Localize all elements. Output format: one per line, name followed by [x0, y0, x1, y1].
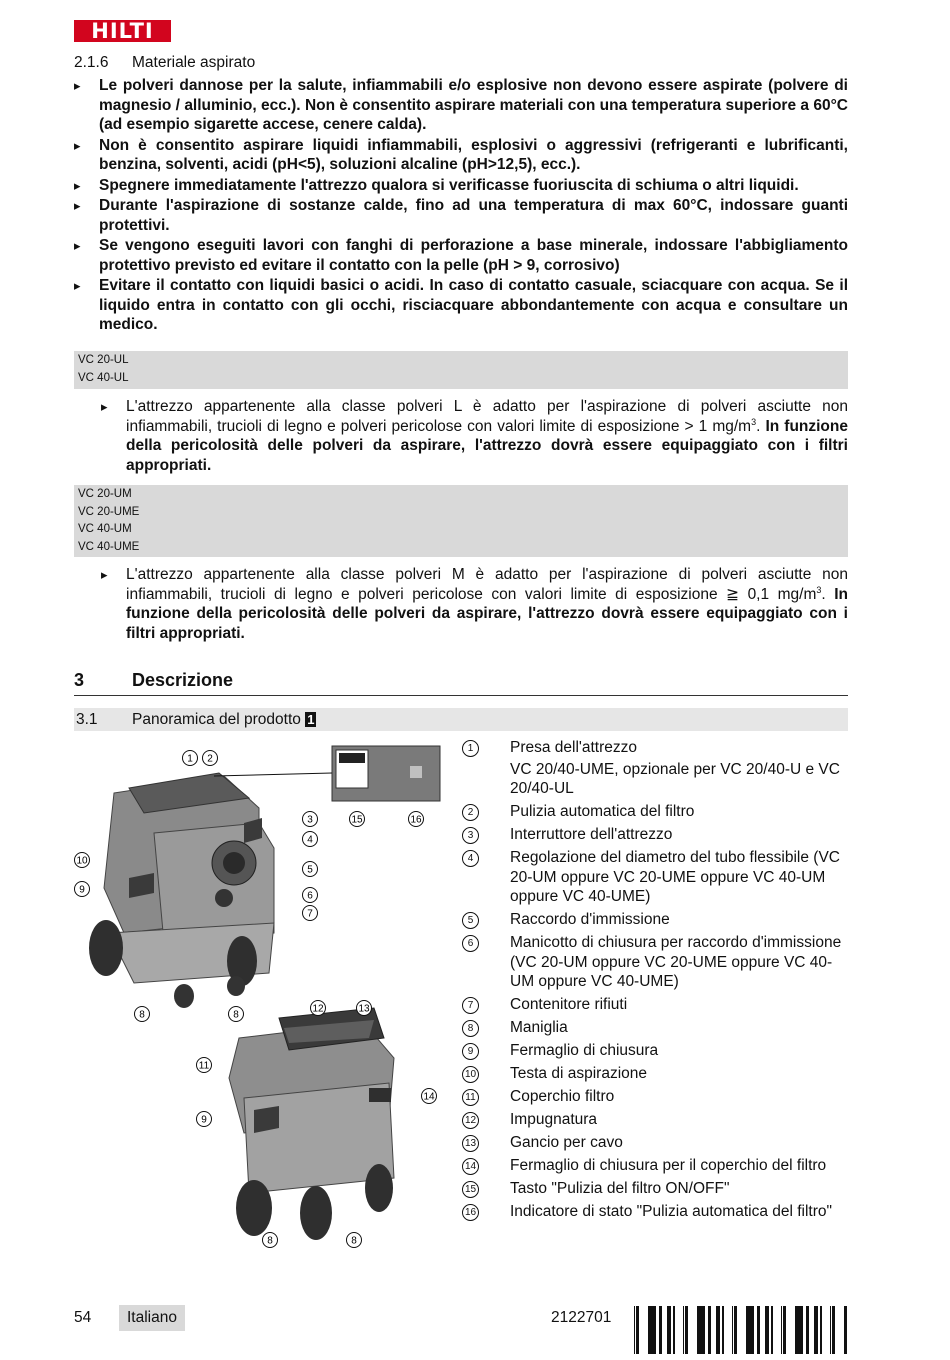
- callout-number: 1: [462, 740, 479, 757]
- figure-callout: [263, 1233, 278, 1248]
- barcode-bar: [816, 1306, 818, 1354]
- callout-number: 2: [462, 804, 479, 821]
- legend-item: [462, 1202, 848, 1222]
- legend-item: [462, 1179, 848, 1199]
- note-bold: In funzione della pericolosità delle polveri da aspirare, l'attrezzo dovrà essere equipaggiato con i filtri appropriati.: [126, 417, 848, 474]
- legend-text: Raccordo d'immissione: [510, 911, 670, 928]
- section-title: Panoramica del prodotto: [132, 711, 301, 728]
- figure-callout: [183, 751, 198, 766]
- barcode-bar: [771, 1306, 773, 1354]
- barcode-bar: [685, 1306, 686, 1354]
- legend-item: [462, 738, 848, 799]
- legend-item: [462, 848, 848, 907]
- note-superscript: 3: [816, 584, 822, 595]
- note-text: L'attrezzo appartenente alla classe polveri L è adatto per l'aspirazione di polveri asciutte non infiammabili, trucioli di legno e polveri pericolose con valori limite di esposizione > 1 mg/m: [126, 398, 848, 435]
- barcode-bar: [814, 1306, 816, 1354]
- dust-class-l-note: [101, 397, 848, 475]
- dust-class-m-note: [101, 565, 848, 643]
- barcode-bar: [820, 1306, 822, 1354]
- warning-item: ▸ Le polveri dannose per la salute, infiammabili e/o esplosive non devono essere aspirate (polvere di magnesio / alluminio, ecc.). Non è consentito aspirare materiali con una temperatura superiore a 60°C (ad esempio sigarette accese, cenere calda).: [74, 76, 848, 135]
- legend-item: [462, 802, 848, 822]
- figure-callout: [229, 1007, 244, 1022]
- control-panel-inset: [214, 746, 440, 801]
- figure-callout: [357, 1001, 372, 1016]
- legend-text: Manicotto di chiusura per raccordo d'immissione (VC 20-UM oppure VC 20-UME oppure VC 40-UM oppure VC 40-UME): [510, 934, 842, 990]
- svg-text:11: 11: [198, 1060, 210, 1072]
- section-number: 3: [74, 670, 85, 690]
- legend-text: Contenitore rifiuti: [510, 996, 628, 1013]
- svg-text:8: 8: [351, 1235, 357, 1247]
- figure-callout: [350, 812, 365, 827]
- svg-text:6: 6: [307, 890, 313, 902]
- warning-item: ▸ Spegnere immediatamente l'attrezzo qualora si verificasse fuoriuscita di schiuma o altri liquidi.: [74, 176, 848, 196]
- barcode-bar: [795, 1306, 796, 1354]
- figure-callout: [197, 1112, 212, 1127]
- model-band-m: [74, 485, 848, 557]
- document-code: 2122701: [551, 1309, 612, 1326]
- warning-list: [74, 76, 848, 336]
- barcode-bar: [669, 1306, 671, 1354]
- barcode-bar: [767, 1306, 769, 1354]
- callout-number: 8: [462, 1020, 479, 1037]
- barcode-bar: [747, 1306, 749, 1354]
- svg-text:10: 10: [76, 855, 88, 867]
- figure-callout: [409, 812, 424, 827]
- legend-text: Indicatore di stato "Pulizia automatica del filtro": [510, 1203, 833, 1220]
- barcode-bar: [702, 1306, 705, 1354]
- barcode-bar: [832, 1306, 833, 1354]
- barcode-bar: [700, 1306, 702, 1354]
- barcode-bar: [796, 1306, 798, 1354]
- callout-number: 4: [462, 850, 479, 867]
- figure-callout: [75, 882, 90, 897]
- legend-item: [462, 995, 848, 1015]
- warning-item: ▸ Non è consentito aspirare liquidi infiammabili, esplosivi o aggressivi (refrigeranti e lubrificanti, benzina, solventi, acidi (pH<5), soluzioni alcaline (pH>12,5), ecc.).: [74, 136, 848, 175]
- legend-text: Presa dell'attrezzo: [510, 739, 638, 756]
- legend-text: Coperchio filtro: [510, 1088, 615, 1105]
- figure-callout: [311, 1001, 326, 1016]
- barcode-bar: [783, 1306, 784, 1354]
- legend-text: Gancio per cavo: [510, 1134, 623, 1151]
- legend-item: [462, 1087, 848, 1107]
- legend-text: Testa di aspirazione: [510, 1065, 647, 1082]
- figure-callout: [303, 812, 318, 827]
- model-label: VC 40-UME: [78, 540, 140, 553]
- barcode-bar: [800, 1306, 803, 1354]
- figure-callout: [347, 1233, 362, 1248]
- barcode-bar: [734, 1306, 735, 1354]
- barcode-bar: [751, 1306, 754, 1354]
- barcode-bar: [673, 1306, 675, 1354]
- section-2-1-6-heading: [74, 53, 255, 73]
- figure-callout: [203, 751, 218, 766]
- barcode-bar: [732, 1306, 733, 1354]
- legend-text: Maniglia: [510, 1019, 568, 1036]
- svg-text:12: 12: [312, 1003, 324, 1015]
- barcode-bar: [637, 1306, 639, 1354]
- barcode-bar: [746, 1306, 747, 1354]
- svg-text:9: 9: [201, 1114, 207, 1126]
- legend-text: Impugnatura: [510, 1111, 598, 1128]
- svg-text:5: 5: [307, 864, 313, 876]
- figure-callout: [303, 862, 318, 877]
- barcode-bar: [659, 1306, 662, 1354]
- barcode-bar: [830, 1306, 831, 1354]
- barcode-bar: [798, 1306, 800, 1354]
- svg-text:2: 2: [207, 753, 213, 765]
- section-3-1-heading: [74, 708, 848, 731]
- warning-item: ▸ Durante l'aspirazione di sostanze calde, fino ad una temperatura di max 60°C, indossare guanti protettivi.: [74, 196, 848, 235]
- language-tab: Italiano: [119, 1305, 185, 1331]
- note-text-end: .: [821, 585, 835, 603]
- vacuum-rear-view: [229, 1008, 394, 1240]
- svg-text:16: 16: [410, 814, 422, 826]
- barcode-bar: [757, 1306, 760, 1354]
- barcode-bar: [648, 1306, 649, 1354]
- legend-text: Tasto "Pulizia del filtro ON/OFF": [510, 1180, 730, 1197]
- legend-item: [462, 1156, 848, 1176]
- legend-item: [462, 910, 848, 930]
- svg-text:7: 7: [307, 908, 313, 920]
- model-label: VC 40-UM: [78, 523, 132, 535]
- legend-item: [462, 1064, 848, 1084]
- component-legend: [462, 738, 848, 1225]
- vacuum-front-view: [89, 773, 274, 1008]
- callout-number: 6: [462, 935, 479, 952]
- figure-callout: [303, 832, 318, 847]
- barcode-bar: [634, 1306, 635, 1354]
- legend-text: Fermaglio di chiusura per il coperchio del filtro: [510, 1157, 827, 1174]
- legend-item: [462, 1018, 848, 1038]
- note-text: L'attrezzo appartenente alla classe polveri M è adatto per l'aspirazione di polveri asciutte non infiammabili, trucioli di legno e polveri pericolose con valori limite di esposizione ≧ 0,1 mg/m: [126, 566, 848, 603]
- model-label: VC 20-UM: [78, 488, 132, 500]
- svg-text:3: 3: [307, 814, 313, 826]
- barcode-bar: [765, 1306, 767, 1354]
- section-number: 3.1: [76, 711, 98, 728]
- barcode-bar: [833, 1306, 835, 1354]
- barcode-bar: [667, 1306, 669, 1354]
- svg-text:8: 8: [233, 1009, 239, 1021]
- svg-text:9: 9: [79, 884, 85, 896]
- figure-callout: [135, 1007, 150, 1022]
- legend-text: Regolazione del diametro del tubo flessibile (VC 20-UM oppure VC 20-UME oppure VC 40-UM oppure VC 40-UME): [510, 849, 840, 905]
- barcode: [633, 1306, 848, 1354]
- product-figure: [74, 738, 454, 1258]
- figure-reference: 1: [307, 712, 315, 727]
- legend-text: Fermaglio di chiusura: [510, 1042, 659, 1059]
- model-label: VC 20-UL: [78, 354, 129, 366]
- legend-item: [462, 825, 848, 845]
- callout-number: 11: [462, 1089, 479, 1106]
- page-number: 54: [74, 1309, 92, 1326]
- callout-number: 5: [462, 912, 479, 929]
- section-number: 2.1.6: [74, 54, 109, 71]
- legend-subtext: VC 20/40-UME, opzionale per VC 20/40-U e VC 20/40-UL: [510, 760, 840, 797]
- legend-item: [462, 1133, 848, 1153]
- figure-callout: [197, 1058, 212, 1073]
- callout-number: 16: [462, 1204, 479, 1221]
- note-text-end: .: [756, 417, 766, 435]
- barcode-bar: [708, 1306, 711, 1354]
- barcode-bar: [697, 1306, 698, 1354]
- barcode-bar: [653, 1306, 656, 1354]
- warning-item: ▸ Evitare il contatto con liquidi basici o acidi. In caso di contatto casuale, sciacquare con acqua. Se il liquido entra in contatto con gli occhi, risciacquare abbondantemente con acqua e consultare un medico.: [74, 276, 848, 335]
- barcode-bar: [749, 1306, 751, 1354]
- barcode-bar: [649, 1306, 651, 1354]
- callout-number: 15: [462, 1181, 479, 1198]
- section-title: Descrizione: [132, 670, 234, 690]
- barcode-bar: [716, 1306, 718, 1354]
- barcode-bar: [735, 1306, 737, 1354]
- barcode-bar: [636, 1306, 637, 1354]
- callout-number: 3: [462, 827, 479, 844]
- legend-item: [462, 933, 848, 992]
- legend-text: Pulizia automatica del filtro: [510, 803, 695, 820]
- svg-text:15: 15: [351, 814, 363, 826]
- callout-number: 7: [462, 997, 479, 1014]
- hilti-logo: HILTI: [74, 20, 171, 42]
- svg-text:8: 8: [139, 1009, 145, 1021]
- barcode-bar: [718, 1306, 720, 1354]
- barcode-bar: [651, 1306, 653, 1354]
- svg-text:14: 14: [423, 1091, 435, 1103]
- figure-callout: [303, 906, 318, 921]
- barcode-bar: [683, 1306, 684, 1354]
- callout-number: 14: [462, 1158, 479, 1175]
- callout-number: 9: [462, 1043, 479, 1060]
- svg-text:8: 8: [267, 1235, 273, 1247]
- section-title: Materiale aspirato: [132, 54, 256, 71]
- barcode-bar: [722, 1306, 724, 1354]
- barcode-bar: [844, 1306, 845, 1354]
- section-3-heading: [74, 671, 848, 696]
- figure-callout: [303, 888, 318, 903]
- svg-text:13: 13: [358, 1003, 370, 1015]
- model-label: VC 20-UME: [78, 505, 140, 518]
- callout-number: 13: [462, 1135, 479, 1152]
- vacuum-illustration: [74, 738, 454, 1258]
- barcode-bar: [686, 1306, 688, 1354]
- note-superscript: 3: [751, 416, 757, 427]
- barcode-bar: [806, 1306, 809, 1354]
- legend-item: [462, 1041, 848, 1061]
- legend-item: [462, 1110, 848, 1130]
- barcode-bar: [845, 1306, 847, 1354]
- barcode-bar: [781, 1306, 782, 1354]
- callout-number: 10: [462, 1066, 479, 1083]
- figure-callout: [75, 853, 90, 868]
- svg-text:4: 4: [307, 834, 313, 846]
- note-bold: In funzione della pericolosità delle polveri da aspirare, l'attrezzo dovrà essere equipaggiato con i filtri appropriati.: [126, 585, 848, 642]
- svg-text:1: 1: [187, 753, 193, 765]
- callout-number: 12: [462, 1112, 479, 1129]
- model-band-l: [74, 351, 848, 389]
- model-label: VC 40-UL: [78, 371, 129, 384]
- legend-text: Interruttore dell'attrezzo: [510, 826, 673, 843]
- barcode-bar: [784, 1306, 786, 1354]
- barcode-bar: [698, 1306, 700, 1354]
- warning-item: ▸ Se vengono eseguiti lavori con fanghi di perforazione a base minerale, indossare l'abbigliamento protettivo previsto ed evitare il contatto con la pelle (pH > 9, corrosivo): [74, 236, 848, 275]
- figure-callout: [422, 1089, 437, 1104]
